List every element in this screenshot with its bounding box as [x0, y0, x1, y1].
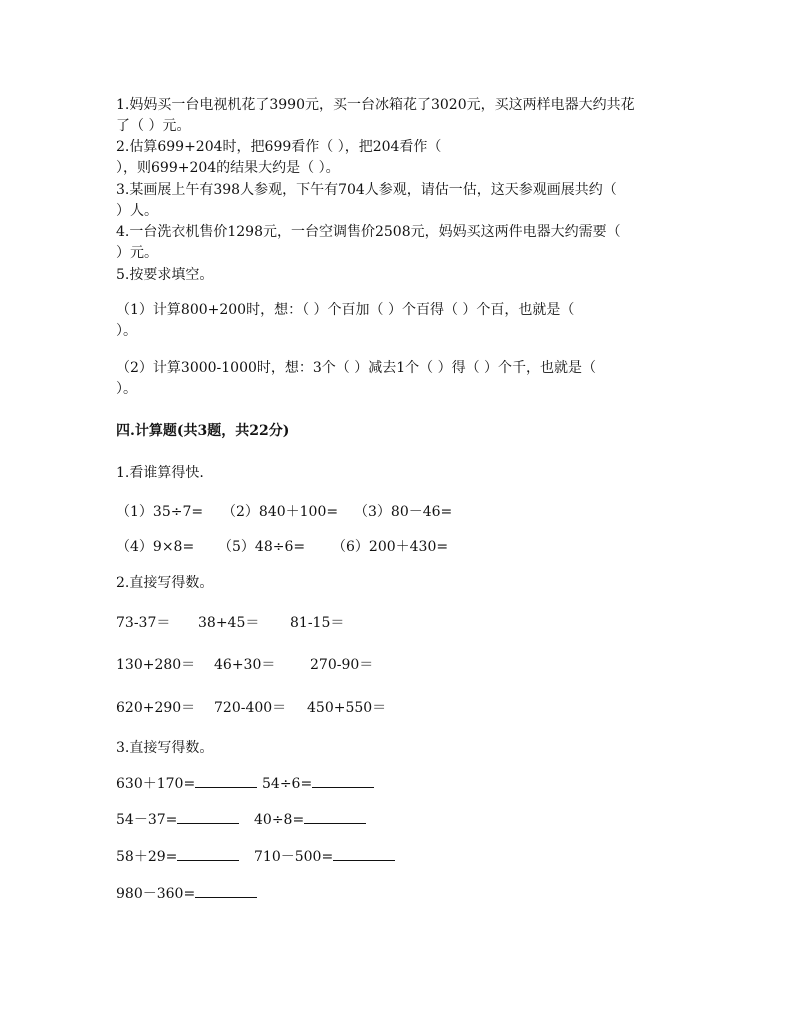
- calc-q3-expression: 630＋170=: [116, 776, 196, 792]
- section-heading: 四.计算题(共3题，共22分): [116, 423, 290, 439]
- q1-line2: 了（ ）元。: [116, 118, 191, 134]
- q1-line1: 1.妈妈买一台电视机花了3990元，买一台冰箱花了3020元，买这两样电器大约共花: [116, 97, 635, 113]
- calc-q3-expression: 980－360=: [116, 886, 196, 902]
- calc-q3-expression: 40÷8=: [254, 812, 305, 828]
- calc-q1-item: （3）80－46=: [354, 504, 453, 520]
- calc-q3-item: [116, 883, 257, 904]
- q4-line1: 4.一台洗衣机售价1298元，一台空调售价2508元，妈妈买这两件电器大约需要（: [116, 224, 621, 240]
- q2-line2: ），则699+204的结果大约是（ ）。: [116, 160, 340, 176]
- calc-q2-item: 450+550＝: [307, 700, 387, 716]
- calc-q2-item: 720-400＝: [214, 700, 287, 716]
- calc-q3-expression: 710－500=: [254, 849, 334, 865]
- calc-q1-item: （5）48÷6=: [218, 539, 306, 555]
- calc-q3-item: [254, 846, 395, 867]
- q3-line1: 3.某画展上午有398人参观，下午有704人参观，请估一估，这天参观画展共约（: [116, 182, 617, 198]
- calc-q3-item: [254, 809, 366, 830]
- calc-q3-title: 3.直接写得数。: [116, 740, 214, 756]
- calc-q1-item: （4）9×8=: [116, 539, 195, 555]
- q5-sub2-line2: ）。: [116, 381, 137, 397]
- answer-blank[interactable]: [177, 846, 239, 861]
- calc-q3-expression: 58＋29=: [116, 849, 178, 865]
- calc-q2-item: 270-90＝: [310, 657, 374, 673]
- calc-q1-title: 1.看谁算得快.: [116, 465, 204, 481]
- calc-q1-item: （2）840＋100=: [222, 504, 339, 520]
- answer-blank[interactable]: [304, 809, 366, 824]
- q5-title: 5.按要求填空。: [116, 267, 214, 283]
- calc-q2-item: 46+30＝: [214, 657, 276, 673]
- calc-q3-item: [116, 809, 239, 830]
- q5-sub2-line1: （2）计算3000-1000时，想：3个（ ）减去1个（ ）得（ ）个千，也就是（: [116, 360, 597, 376]
- calc-q3-expression: 54÷6=: [262, 776, 313, 792]
- answer-blank[interactable]: [195, 773, 257, 788]
- q3-line2: ）人。: [116, 203, 158, 219]
- calc-q2-title: 2.直接写得数。: [116, 575, 214, 591]
- q2-line1: 2.估算699+204时，把699看作（ ），把204看作（: [116, 139, 442, 155]
- q5-sub1-line1: （1）计算800+200时，想：（ ）个百加（ ）个百得（ ）个百，也就是（: [116, 302, 575, 318]
- calc-q3-item: [116, 773, 257, 794]
- answer-blank[interactable]: [177, 809, 239, 824]
- calc-q2-item: 38+45＝: [198, 615, 260, 631]
- calc-q2-item: 81-15＝: [290, 615, 345, 631]
- q4-line2: ）元。: [116, 245, 158, 261]
- calc-q3-expression: 54－37=: [116, 812, 178, 828]
- calc-q1-item: （1）35÷7=: [116, 504, 204, 520]
- answer-blank[interactable]: [312, 773, 374, 788]
- calc-q2-item: 73-37＝: [116, 615, 171, 631]
- answer-blank[interactable]: [333, 846, 395, 861]
- calc-q2-item: 130+280＝: [116, 657, 196, 673]
- calc-q3-item: [262, 773, 374, 794]
- q5-sub1-line2: ）。: [116, 323, 137, 339]
- calc-q2-item: 620+290＝: [116, 700, 196, 716]
- answer-blank[interactable]: [195, 883, 257, 898]
- calc-q1-item: （6）200＋430=: [332, 539, 449, 555]
- calc-q3-item: [116, 846, 239, 867]
